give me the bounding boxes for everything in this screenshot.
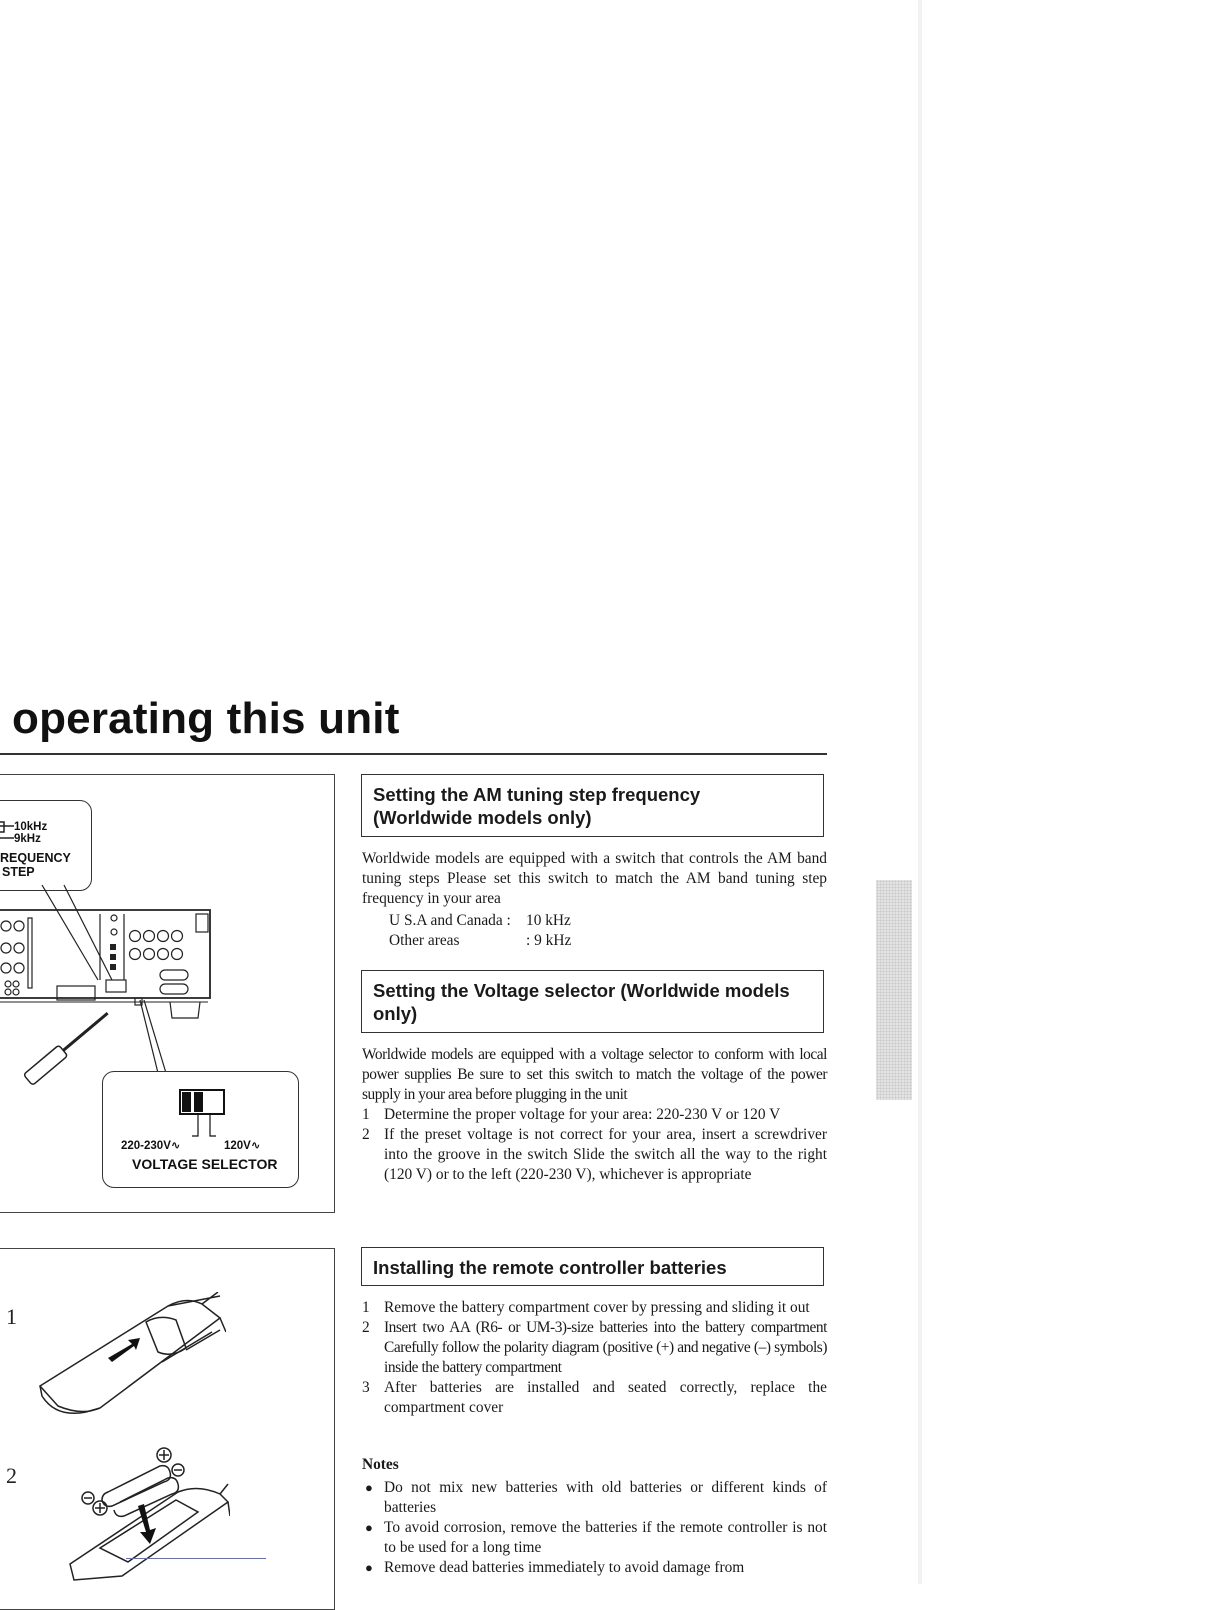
am-freq-value: : 9 kHz bbox=[526, 932, 572, 949]
voltage-selector-body bbox=[362, 1045, 827, 1105]
bullet-icon: ● bbox=[365, 1480, 373, 1495]
am-tuning-heading-box bbox=[361, 774, 824, 837]
voltage-220-label: 220-230V∿ bbox=[121, 1140, 181, 1152]
step-number: 2 bbox=[362, 1126, 370, 1143]
step-number: 2 bbox=[362, 1319, 370, 1336]
step-text: If the preset voltage is not correct for your area, insert a screwdriver into the groove in the switch Slide the switch all the way to the right (120 V) or to the left (220-230 V), whichever is appropriate bbox=[384, 1126, 827, 1183]
note-text: Remove dead batteries immediately to avoid damage from bbox=[384, 1559, 745, 1576]
voltage-selector-heading-box bbox=[361, 970, 824, 1033]
step-text: After batteries are installed and seated correctly, replace the compartment cover bbox=[384, 1379, 827, 1416]
side-index-tab bbox=[876, 880, 912, 1100]
note-text: To avoid corrosion, remove the batteries if the remote controller is not to be used for a long time bbox=[384, 1519, 827, 1556]
voltage-steps bbox=[362, 1105, 827, 1185]
freq-9khz-label: 9kHz bbox=[14, 833, 41, 845]
step-number: 1 bbox=[362, 1106, 370, 1123]
bullet-icon: ● bbox=[365, 1560, 373, 1575]
freq-10khz-label: 10kHz bbox=[14, 821, 48, 833]
am-tuning-heading-line-1: Setting the AM tuning step frequency bbox=[373, 784, 701, 805]
remote-open-cover-illustration bbox=[36, 1292, 226, 1422]
voltage-heading-line-1: Setting the Voltage selector (Worldwide models bbox=[373, 980, 790, 1001]
am-tuning-body bbox=[362, 849, 827, 951]
list-item bbox=[362, 1518, 827, 1558]
battery-heading: Installing the remote controller batteries bbox=[373, 1257, 727, 1278]
title-rule bbox=[0, 753, 827, 755]
am-tuning-paragraph: Worldwide models are equipped with a switch that controls the AM band tuning steps Please set this switch to match the AM band tuning step frequency in your area bbox=[362, 850, 827, 907]
list-item bbox=[362, 1378, 827, 1418]
notes-heading: Notes bbox=[362, 1456, 399, 1473]
bottom-rule bbox=[126, 1558, 266, 1559]
step-number: 3 bbox=[362, 1379, 370, 1396]
voltage-paragraph: Worldwide models are equipped with a voltage selector to conform with local power supplies Be sure to set this switch to match the voltage of the power supply in your area before plugging in the unit bbox=[362, 1046, 827, 1103]
am-tuning-heading-line-2: (Worldwide models only) bbox=[373, 807, 592, 828]
list-item bbox=[362, 1125, 827, 1185]
am-freq-area: Other areas bbox=[389, 932, 460, 949]
step-text: Determine the proper voltage for your area: 220-230 V or 120 V bbox=[384, 1106, 781, 1123]
list-item bbox=[362, 1558, 827, 1578]
freq-step-label-2: STEP bbox=[2, 865, 35, 879]
bullet-icon: ● bbox=[365, 1520, 373, 1535]
figure-step-2-number: 2 bbox=[6, 1463, 17, 1488]
freq-step-label-1: REQUENCY bbox=[0, 851, 71, 865]
battery-notes bbox=[362, 1455, 827, 1578]
step-text: Remove the battery compartment cover by pressing and sliding it out bbox=[384, 1299, 810, 1316]
am-freq-value: 10 kHz bbox=[526, 912, 571, 929]
figure-step-1-number: 1 bbox=[6, 1304, 17, 1329]
list-item bbox=[362, 1478, 827, 1518]
am-freq-area: U S.A and Canada : bbox=[389, 912, 511, 929]
am-freq-row-usa bbox=[362, 911, 827, 931]
step-number: 1 bbox=[362, 1299, 370, 1316]
voltage-switch-icon bbox=[170, 1088, 230, 1140]
page-edge bbox=[918, 0, 922, 1584]
step-text: Insert two AA (R6- or UM-3)-size batteries into the battery compartment Carefully follow the polarity diagram (positive (+) and negative (–) symbols) inside the battery compartment bbox=[384, 1319, 827, 1376]
remote-insert-batteries-illustration bbox=[60, 1440, 230, 1584]
battery-heading-box bbox=[361, 1247, 824, 1286]
am-freq-row-other bbox=[362, 931, 827, 951]
note-text: Do not mix new batteries with old batteries or different kinds of batteries bbox=[384, 1479, 827, 1516]
page-title: operating this unit bbox=[12, 694, 400, 743]
voltage-heading-line-2: only) bbox=[373, 1003, 418, 1024]
voltage-selector-label: VOLTAGE SELECTOR bbox=[132, 1156, 278, 1172]
list-item bbox=[362, 1105, 827, 1125]
list-item bbox=[362, 1318, 827, 1378]
battery-steps bbox=[362, 1298, 827, 1418]
list-item bbox=[362, 1298, 827, 1318]
voltage-120-label: 120V∿ bbox=[224, 1140, 261, 1152]
